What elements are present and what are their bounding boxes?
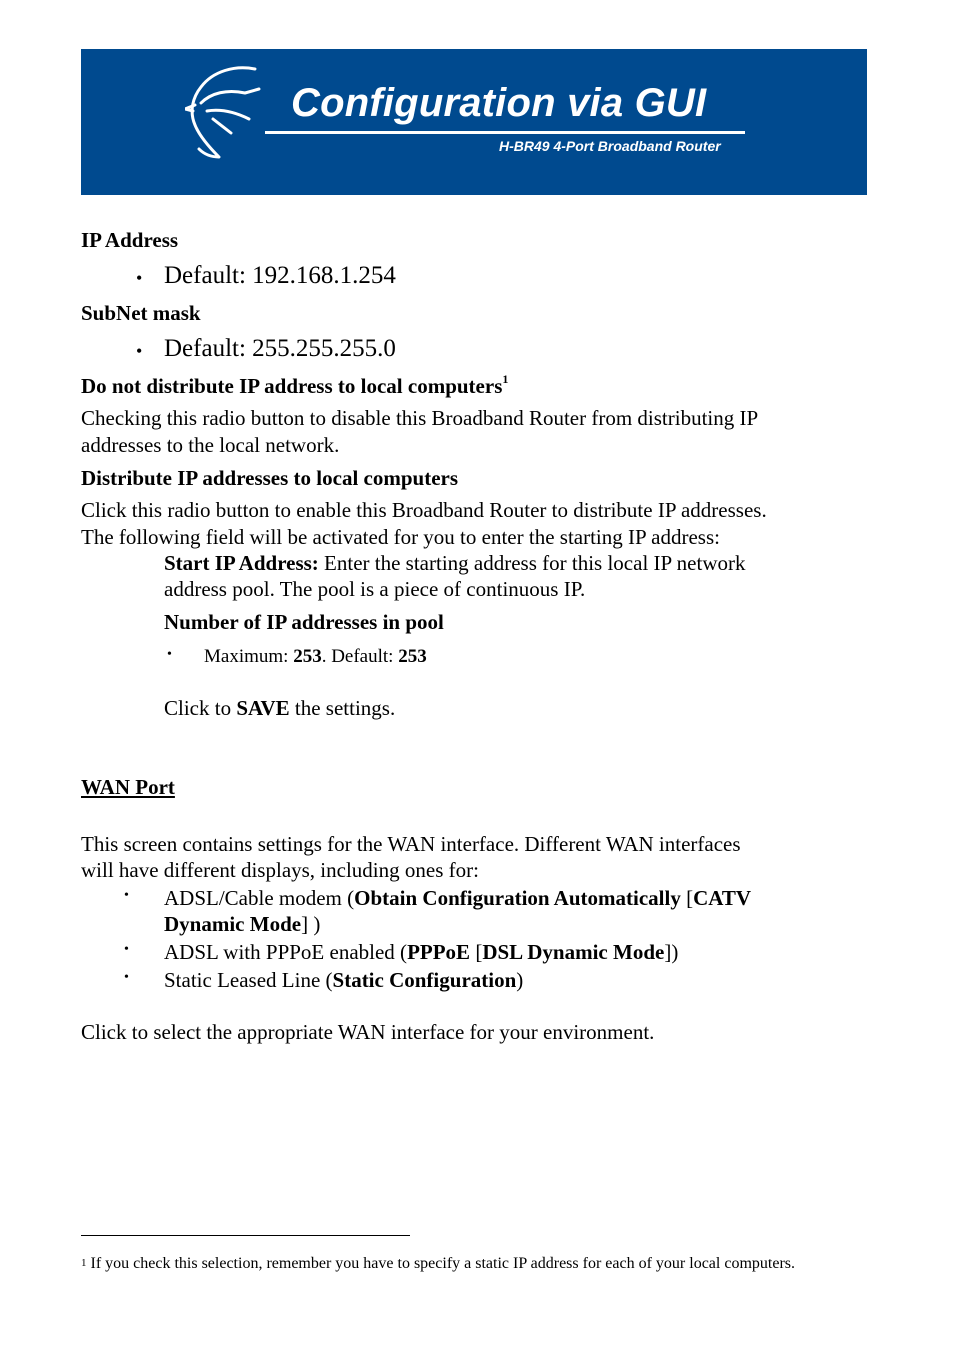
banner-divider — [265, 131, 745, 134]
footnote: $^1$ If you check this selection, remember you have to specify a static IP address for each of your local computers. — [81, 1255, 795, 1272]
bullet-icon: • — [167, 647, 172, 662]
banner-subtitle: H-BR49 4-Port Broadband Router — [499, 138, 721, 154]
wan-item-static: Static Leased Line (Static Configuration) — [164, 968, 524, 992]
bullet-icon: • — [124, 970, 129, 985]
start-ip-label: Start IP Address: — [164, 551, 319, 575]
footnote-mark: 1 — [81, 1257, 87, 1269]
bullet-icon: • — [124, 888, 129, 903]
pool-max-default: Maximum: 253. Default: 253 — [204, 646, 427, 667]
pool-heading: Number of IP addresses in pool — [164, 610, 444, 634]
footnote-divider — [81, 1235, 410, 1236]
no-distribute-heading: Do not distribute IP address to local computers$^1$ — [81, 372, 509, 398]
footnote-ref[interactable]: 1 — [502, 372, 509, 386]
distribute-body-line1: Click this radio button to enable this Broadband Router to distribute IP addresses. — [81, 498, 767, 522]
header-banner — [81, 49, 867, 195]
bullet-icon: • — [136, 268, 143, 288]
eagle-head-icon — [185, 63, 265, 167]
wan-outro: Click to select the appropriate WAN interface for your environment. — [81, 1020, 655, 1044]
save-keyword: SAVE — [236, 696, 290, 720]
save-instruction: Click to SAVE the settings. — [164, 696, 396, 720]
wan-item-cable-line2: Dynamic Mode] ) — [164, 912, 321, 936]
wan-intro-line1: This screen contains settings for the WAN interface. Different WAN interfaces — [81, 832, 741, 856]
ip-address-heading: IP Address — [81, 228, 179, 252]
subnet-default: Default: 255.255.255.0 — [164, 335, 396, 362]
bullet-icon: • — [124, 942, 129, 957]
subnet-heading: SubNet mask — [81, 301, 201, 325]
banner-title: Configuration via GUI — [291, 81, 707, 125]
wan-intro-line2: will have different displays, including ones for: — [81, 858, 479, 882]
ip-address-default: Default: 192.168.1.254 — [164, 262, 396, 289]
start-ip-line2: address pool. The pool is a piece of continuous IP. — [164, 577, 586, 601]
wan-item-pppoe: ADSL with PPPoE enabled (PPPoE [DSL Dynamic Mode]) — [164, 940, 679, 964]
start-ip-line1: Start IP Address: Enter the starting address for this local IP network — [164, 551, 746, 575]
distribute-body-line2: The following field will be activated for you to enter the starting IP address: — [81, 525, 720, 549]
wan-item-cable: ADSL/Cable modem (Obtain Configuration Automatically [CATV — [164, 886, 752, 910]
no-distribute-body-line1: Checking this radio button to disable this Broadband Router from distributing IP — [81, 406, 759, 430]
no-distribute-body-line2: addresses to the local network. — [81, 433, 340, 457]
distribute-heading: Distribute IP addresses to local computers — [81, 466, 459, 490]
bullet-icon: • — [136, 341, 143, 361]
wan-port-heading[interactable]: WAN Port — [81, 775, 175, 799]
